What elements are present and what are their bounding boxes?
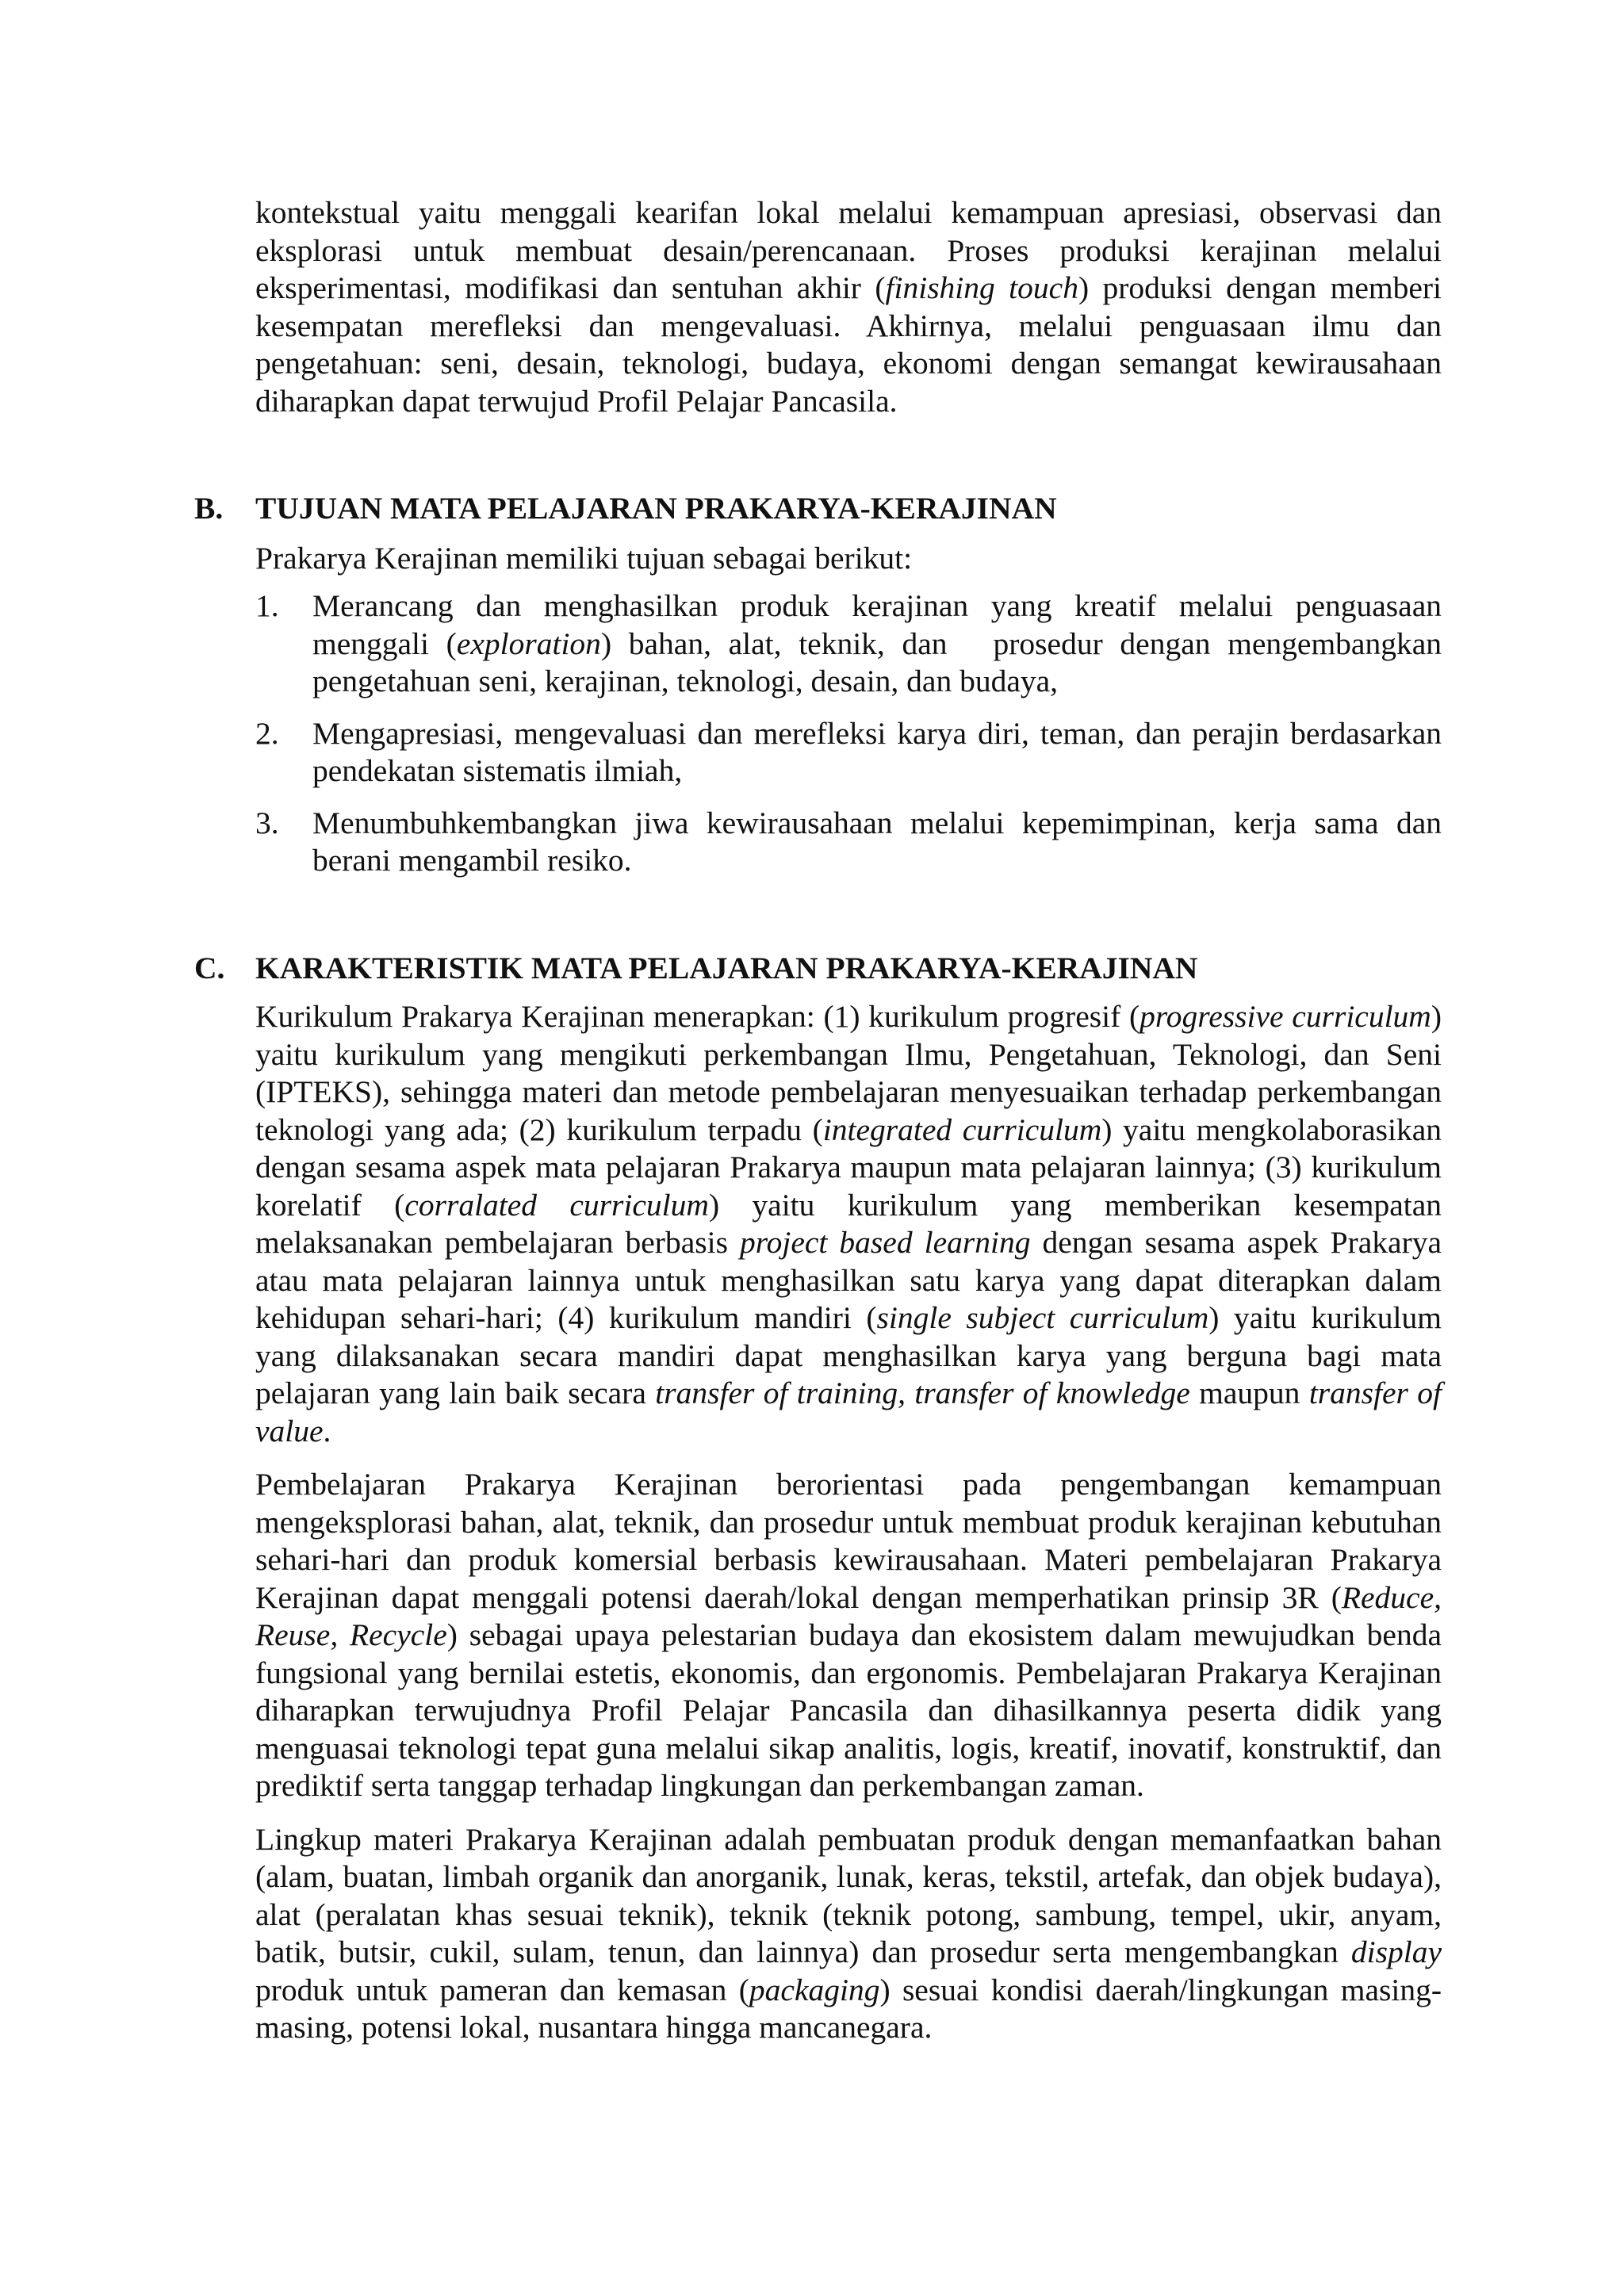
list-item	[255, 587, 1442, 701]
list-item-number: 3.	[255, 805, 279, 840]
section-c-paragraph-3	[255, 1821, 1442, 2047]
section-c-body	[255, 998, 1442, 2047]
section-c-heading	[194, 949, 1197, 987]
body-text: Pembelajaran Prakarya Kerajinan berorientasi pada pengembangan kemampuan mengeksplorasi bahan, alat, teknik, dan prosedur untuk membuat produk kerajinan kebutuhan sehari-hari dan produk komersial berbasis kewirausahaan. Materi pembelajaran Prakarya Kerajinan dapat menggali potensi daerah/lokal dengan memperhatikan prinsip 3R (	[255, 1467, 1442, 1615]
list-item-number: 2.	[255, 715, 279, 751]
intro-text-a: kontekstual yaitu menggali kearifan lokal melalui kemampuan apresiasi, observasi dan eksplorasi untuk membuat desain/perencanaan. Proses produksi kerajinan melalui eksperimentasi, modifikasi dan sentuhan akhir (	[255, 195, 1442, 305]
body-text: .	[323, 1413, 331, 1448]
list-item-text: prosedur dengan mengembangkan pengetahuan seni, kerajinan, teknologi, desain, dan budaya,	[312, 626, 1442, 698]
section-c-paragraph-2	[255, 1466, 1442, 1805]
body-text: produk untuk pameran dan kemasan (	[255, 1972, 749, 2007]
body-text: ) yaitu mengkolaborasikan dengan sesama aspek mata pelajaran Prakarya maupun mata pelajaran lainnya; (3) kurikulum korelatif (	[255, 1112, 1442, 1223]
section-b-heading	[194, 489, 1057, 527]
emphasis-text: transfer of value	[255, 1376, 1442, 1448]
intro-section	[255, 194, 1442, 420]
section-b-list	[255, 587, 1442, 894]
body-text: maupun	[1189, 1376, 1309, 1410]
list-item-em: exploration	[456, 626, 601, 661]
section-c-title: KARAKTERISTIK MATA PELAJARAN PRAKARYA-KERAJINAN	[255, 951, 1198, 985]
body-text: ) sesuai kondisi daerah/lingkungan masing-masing, potensi lokal, nusantara hingga mancanegara.	[255, 1972, 1442, 2045]
emphasis-text: packaging	[749, 1972, 880, 2007]
emphasis-text: single subject curriculum	[876, 1300, 1209, 1335]
intro-text-b: ) produksi dengan memberi kesempatan merefleksi dan mengevaluasi. Akhirnya, melalui penguasaan ilmu dan pengetahuan: seni, desain, teknologi, budaya, ekonomi dengan semangat kewirausahaan diharapkan dapat terwujud Profil Pelajar Pancasila.	[255, 270, 1442, 419]
body-text: Kurikulum Prakarya Kerajinan menerapkan: (1) kurikulum progresif (	[255, 999, 1140, 1034]
section-b-letter: B.	[194, 491, 224, 526]
body-text: Lingkup materi Prakarya Kerajinan adalah pembuatan produk dengan memanfaatkan bahan (alam, buatan, limbah organik dan anorganik, lunak, keras, tekstil, artefak, dan objek budaya), alat (peralatan khas sesuai teknik), teknik (teknik potong, sambung, tempel, ukir, anyam, batik, butsir, cukil, sulam, tenun, dan lainnya) dan prosedur serta mengembangkan	[255, 1821, 1442, 1969]
list-item	[255, 805, 1442, 880]
intro-text-em: finishing touch	[885, 270, 1078, 305]
emphasis-text: integrated curriculum	[822, 1112, 1102, 1147]
body-text: ) yaitu kurikulum yang mengikuti perkembangan Ilmu, Pengetahuan, Teknologi, dan Seni (IPTEKS), sehingga materi dan metode pembelajaran menyesuaikan terhadap perkembangan teknologi yang ada; (2) kurikulum terpadu (	[255, 999, 1442, 1147]
list-item-text: Mengapresiasi, mengevaluasi dan merefleksi karya diri, teman, dan perajin berdasarkan pendekatan sistematis ilmiah,	[312, 715, 1442, 788]
section-b-lead	[255, 540, 1442, 578]
body-text: ) yaitu kurikulum yang dilaksanakan secara mandiri dapat menghasilkan karya yang berguna bagi mata pelajaran yang lain baik secara	[255, 1300, 1442, 1410]
section-b-title: TUJUAN MATA PELAJARAN PRAKARYA-KERAJINAN	[255, 491, 1057, 526]
list-item-text: Merancang dan menghasilkan produk kerajinan yang kreatif melalui penguasaan menggali (	[312, 588, 1442, 661]
emphasis-text: project based learning	[739, 1225, 1031, 1260]
emphasis-text: progressive curriculum	[1139, 999, 1431, 1034]
list-item	[255, 715, 1442, 790]
section-b-lead-text: Prakarya Kerajinan memiliki tujuan sebagai berikut:	[255, 541, 913, 576]
body-text: dengan sesama aspek Prakarya atau mata pelajaran lainnya untuk menghasilkan satu karya yang dapat diterapkan dalam kehidupan sehari-hari; (4) kurikulum mandiri (	[255, 1225, 1442, 1335]
body-text: ) sebagai upaya pelestarian budaya dan ekosistem dalam mewujudkan benda fungsional yang bernilai estetis, ekonomis, dan ergonomis. Pembelajaran Prakarya Kerajinan diharapkan terwujudnya Profil Pelajar Pancasila dan dihasilkannya peserta didik yang menguasai teknologi tepat guna melalui sikap analitis, logis, kreatif, inovatif, konstruktif, dan prediktif serta tanggap terhadap lingkungan dan perkembangan zaman.	[255, 1617, 1442, 1803]
intro-paragraph	[255, 194, 1442, 420]
list-item-text: ) bahan, alat, teknik, dan	[600, 626, 948, 661]
emphasis-text: transfer of training, transfer of knowledge	[655, 1376, 1190, 1410]
emphasis-text: display	[1350, 1934, 1442, 1969]
section-c-paragraph-1	[255, 998, 1442, 1450]
list-item-text: Menumbuhkembangkan jiwa kewirausahaan melalui kepemimpinan, kerja sama dan berani mengambil resiko.	[312, 805, 1442, 878]
emphasis-text: corralated curriculum	[404, 1187, 709, 1223]
body-text: ) yaitu kurikulum yang memberikan kesempatan melaksanakan pembelajaran berbasis	[255, 1187, 1442, 1260]
section-c-letter: C.	[194, 951, 225, 985]
emphasis-text: Reduce, Reuse, Recycle	[255, 1579, 1442, 1652]
list-item-number: 1.	[255, 588, 279, 623]
